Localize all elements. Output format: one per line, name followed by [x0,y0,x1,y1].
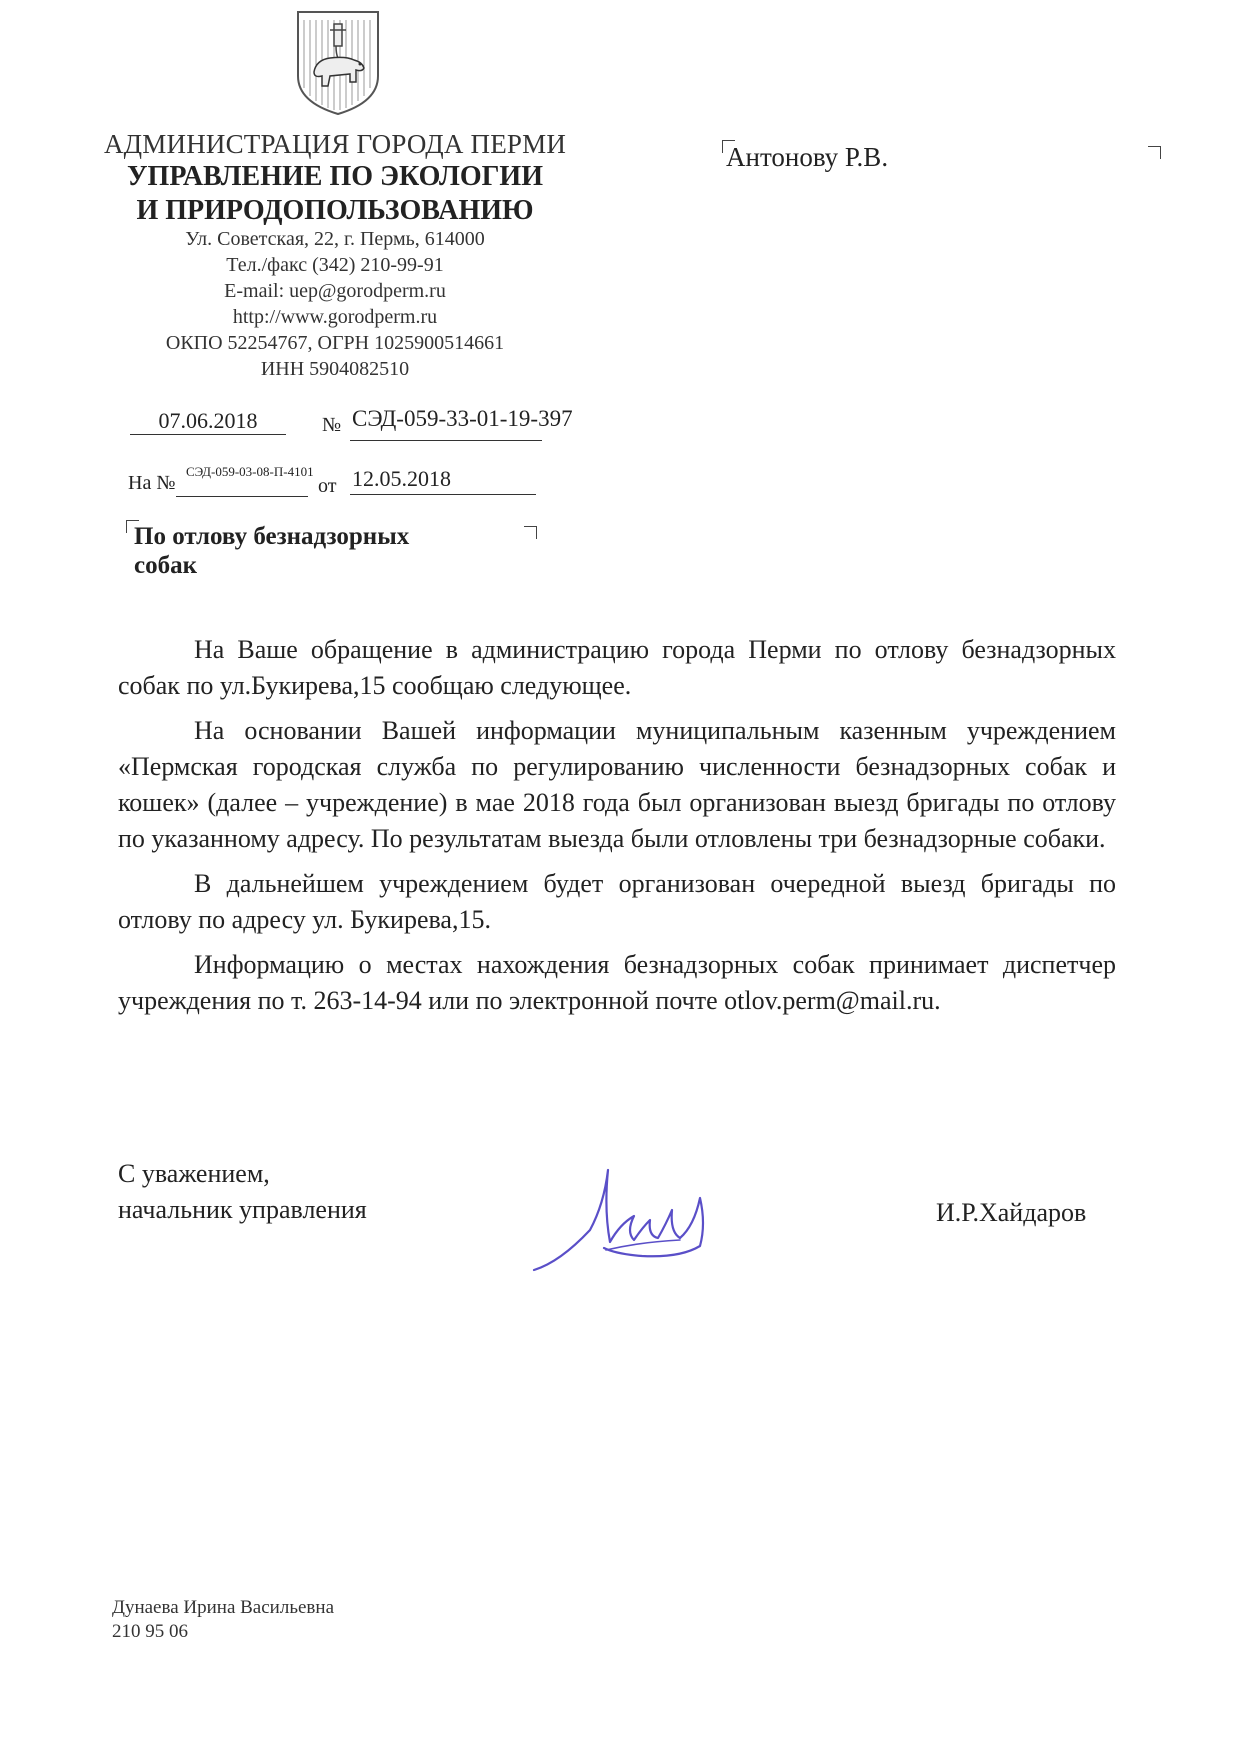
closing [118,1156,367,1228]
org-inn: ИНН 5904082510 [260,358,410,380]
subject-corner-right [524,526,537,539]
org-website: http://www.gorodperm.ru [232,306,438,328]
addressee-corner-right [1148,146,1161,159]
reference-date: 12.05.2018 [352,466,451,491]
letterhead [70,128,600,228]
signer-name: И.Р.Хайдаров [936,1198,1087,1227]
org-administration: АДМИНИСТРАЦИЯ ГОРОДА ПЕРМИ [103,129,567,159]
executor-name: Дунаева Ирина Васильевна [112,1597,334,1618]
reference-from-label: от [318,475,337,497]
org-email: E-mail: uep@gorodperm.ru [224,280,446,302]
outgoing-number: СЭД-059-33-01-19-397 [352,406,573,431]
outgoing-number-underline [350,440,542,441]
org-contact [120,226,550,382]
body-paragraph-4: Информацию о местах нахождения безнадзорных собак принимает диспетчер учреждения по т. 263-14-94 или по электронной почте otlov.perm@mail.ru. [118,950,1116,1015]
closing-regards: С уважением, [118,1159,270,1188]
body-paragraph-1: На Ваше обращение в администрацию города Перми по отлову безнадзорных собак по ул.Букирева,15 сообщаю следующее. [118,635,1116,700]
reference-label: На № [128,472,176,494]
body-paragraph-3: В дальнейшем учреждением будет организован очередной выезд бригады по отлову по адресу ул. Букирева,15. [118,869,1116,934]
org-department-line1: УПРАВЛЕНИЕ ПО ЭКОЛОГИИ [126,161,543,192]
letter-subject: По отлову безнадзорных собак [134,523,410,579]
reference-number: СЭД-059-03-08-П-4101 [186,464,314,479]
signer-position: начальник управления [118,1195,367,1224]
org-address: Ул. Советская, 22, г. Пермь, 614000 [185,228,485,250]
org-okpo-ogrn: ОКПО 52254767, ОГРН 1025900514661 [165,332,505,354]
handwritten-signature [530,1150,750,1280]
letter-body [118,632,1116,1028]
reference-date-underline [350,494,536,495]
reference-number-underline [176,496,308,497]
executor-phone: 210 95 06 [112,1621,188,1642]
outgoing-number-label: № [322,414,342,436]
executor-info [112,1596,334,1644]
addressee: Антонову Р.В. [726,142,889,172]
body-paragraph-2: На основании Вашей информации муниципальным казенным учреждением «Пермская городская служба по регулированию численности безнадзорных собак и кошек» (далее – учреждение) в мае 2018 года был организован выезд бригады по отлову по указанному адресу. По результатам выезда были отловлены три безнадзорные собаки. [118,716,1116,853]
org-phone: Тел./факс (342) 210-99-91 [226,254,444,276]
coat-of-arms-icon [290,6,386,118]
outgoing-date: 07.06.2018 [130,408,286,435]
org-department-line2: И ПРИРОДОПОЛЬЗОВАНИЮ [136,195,534,226]
